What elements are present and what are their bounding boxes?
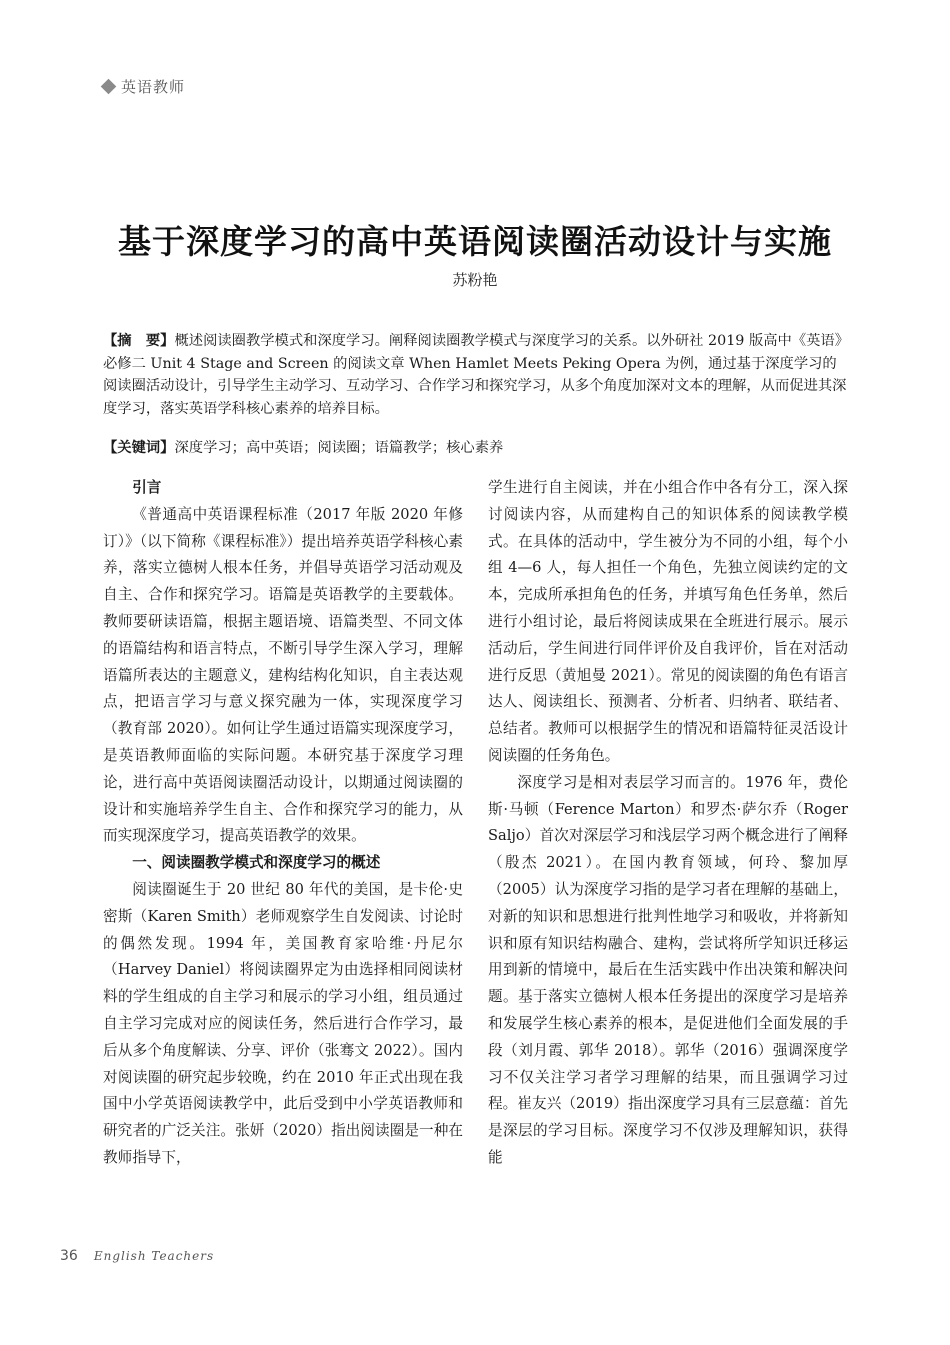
left-column — [103, 475, 463, 1172]
keywords-text: 深度学习；高中英语；阅读圈；语篇教学；核心素养 — [174, 440, 504, 456]
abstract-text: 概述阅读圈教学模式和深度学习。阐释阅读圈教学模式与深度学习的关系。以外研社 2019 版高中《英语》必修二 Unit 4 Stage and Screen 的阅读文章 When Hamlet Meets Peking Opera 为例，通过基于深度学习的阅读圈活动设计，引导学生主动学习、互动学习、合作学习和探究学习，从多个角度加深对文本的理解，从而促进其深度学习，落实英语学科核心素养的培养目标。 — [103, 333, 847, 417]
keywords-label: 【关键词】 — [103, 440, 175, 456]
abstract — [103, 330, 848, 420]
deep-learning-paragraph: 深度学习是相对表层学习而言的。1976 年，费伦斯·马顿（Ference Marton）和罗杰·萨尔乔（Roger Saljo）首次对深层学习和浅层学习两个概念进行了阐释（殷杰 2021）。在国内教育领域，何玲、黎加厚（2005）认为深度学习指的是学习者在理解的基础上，对新的知识和思想进行批判性地学习和吸收，并将新知识和原有知识结构融合、建构，尝试将所学知识迁移运用到新的情境中，最后在生活实践中作出决策和解决问题。基于落实立德树人根本任务提出的深度学习是培养和发展学生核心素养的根本，是促进他们全面发展的手段（刘月霞、郭华 2018）。郭华（2016）强调深度学习不仅关注学习者学习理解的结果，而且强调学习过程。崔友兴（2019）指出深度学习具有三层意蕴：首先是深层的学习目标。深度学习不仅涉及理解知识，获得能 — [488, 773, 848, 1166]
article-title: 基于深度学习的高中英语阅读圈活动设计与实施 — [118, 222, 832, 261]
keywords — [103, 437, 848, 459]
section1-paragraph: 阅读圈诞生于 20 世纪 80 年代的美国，是卡伦·史密斯（Karen Smith）老师观察学生自发阅读、讨论时的偶然发现。1994 年，美国教育家哈维·丹尼尔（Harvey Daniel）将阅读圈界定为由选择相同阅读材料的学生组成的自主学习和展示的学习小组，组员通过自主学习完成对应的阅读任务，然后进行合作学习，最后从多个角度解读、分享、评价（张骞文 2022）。国内对阅读圈的研究起步较晚，约在 2010 年正式出现在我国中小学英语阅读教学中，此后受到中小学英语教师和研究者的广泛关注。张妍（2020）指出阅读圈是一种在教师指导下， — [103, 880, 463, 1166]
journal-section-label: 英语教师 — [121, 78, 186, 96]
journal-name: English Teachers — [93, 1249, 215, 1263]
diamond-icon — [101, 79, 117, 95]
author-name: 苏粉艳 — [452, 271, 498, 289]
section1-heading: 一、阅读圈教学模式和深度学习的概述 — [132, 854, 381, 872]
right-column — [488, 475, 848, 1172]
page-footer — [60, 1248, 214, 1264]
page-number: 36 — [60, 1248, 78, 1264]
intro-heading: 引言 — [132, 479, 162, 496]
continued-paragraph: 学生进行自主阅读，并在小组合作中各有分工，深入探讨阅读内容，从而建构自己的知识体系的阅读教学模式。在具体的活动中，学生被分为不同的小组，每个小组 4—6 人，每人担任一个角色，先独立阅读约定的文本，完成所承担角色的任务，并填写角色任务单，然后进行小组讨论，最后将阅读成果在全班进行展示。展示活动后，学生间进行同伴评价及自我评价，旨在对活动进行反思（黄旭曼 2021）。常见的阅读圈的角色有语言达人、阅读组长、预测者、分析者、归纳者、联结者、总结者。教师可以根据学生的情况和语篇特征灵活设计阅读圈的任务角色。 — [488, 479, 848, 764]
running-header — [103, 76, 185, 97]
abstract-label: 【摘 要】 — [103, 333, 175, 349]
intro-paragraph: 《普通高中英语课程标准（2017 年版 2020 年修订）》（以下简称《课程标准》）提出培养英语学科核心素养，落实立德树人根本任务，并倡导英语学习活动观及自主、合作和探究学习。语篇是英语教学的主要载体。教师要研读语篇，根据主题语境、语篇类型、不同文体的语篇结构和语言特点，不断引导学生深入学习，理解语篇所表达的主题意义，建构结构化知识，自主表达观点，把语言学习与意义探究融为一体，实现深度学习（教育部 2020）。如何让学生通过语篇实现深度学习，是英语教师面临的实际问题。本研究基于深度学习理论，进行高中英语阅读圈活动设计，以期通过阅读圈的设计和实施培养学生自主、合作和探究学习的能力，从而实现深度学习，提高英语教学的效果。 — [103, 505, 463, 845]
